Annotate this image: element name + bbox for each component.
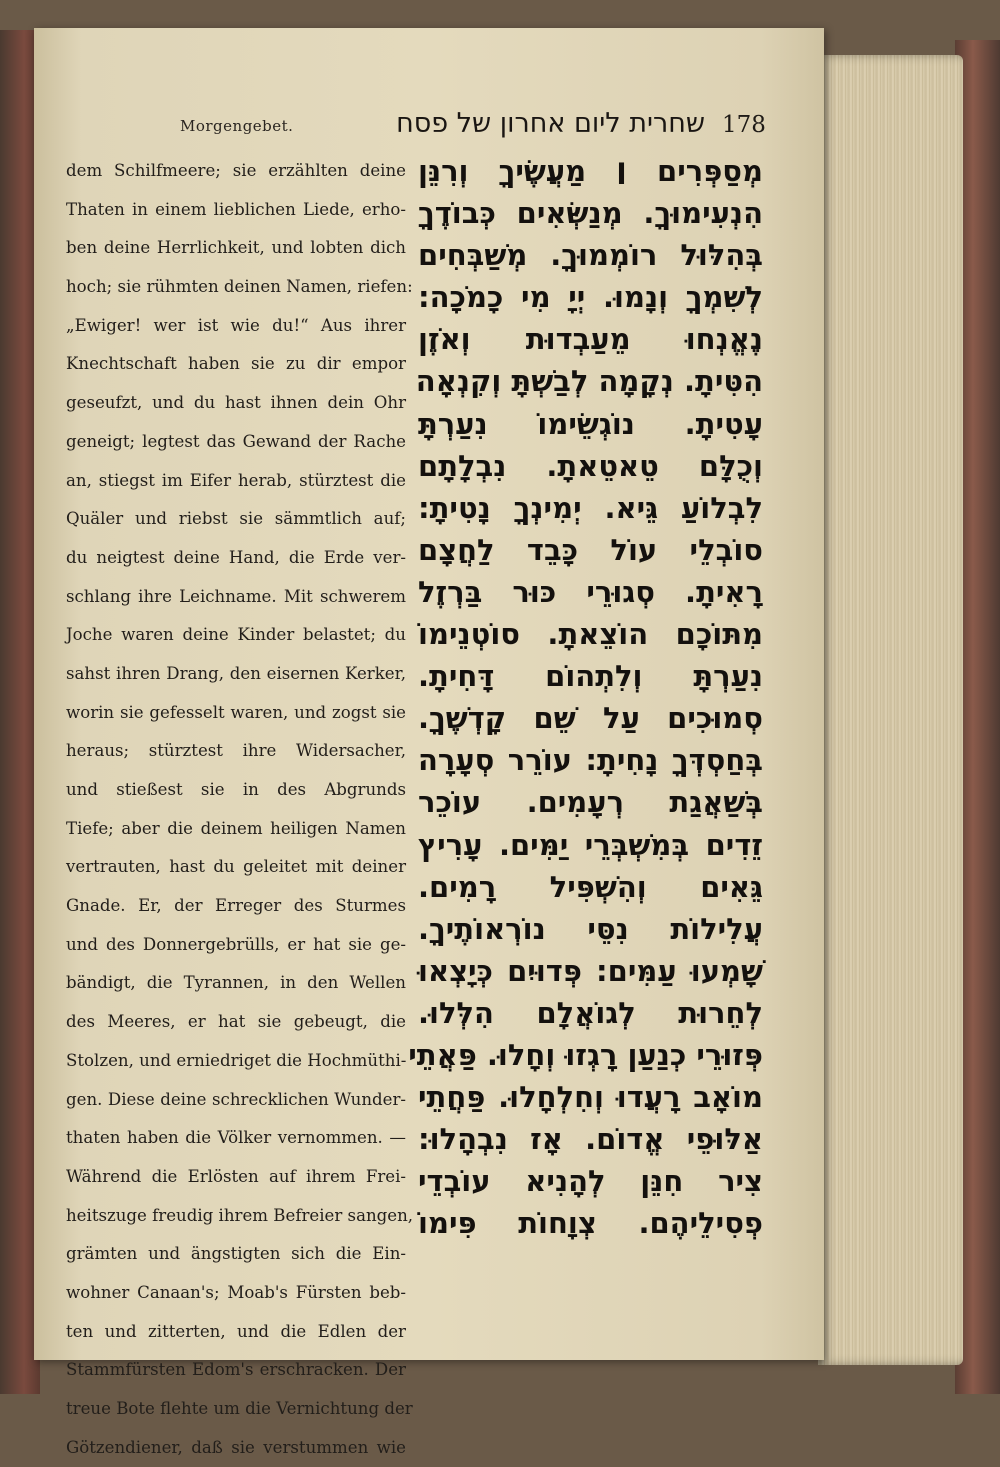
german-line: Stolzen, und erniedriget die Hochmüthi-	[66, 1050, 407, 1070]
hebrew-line: גֵּאִים וְהִשְׁפִּיל רָמִים.	[418, 869, 763, 904]
page-number: 178	[722, 112, 766, 138]
german-line: schlang ihre Leichname. Mit schwerem	[66, 586, 406, 606]
german-line: Während die Erlösten auf ihrem Frei-	[66, 1166, 406, 1186]
hebrew-line: רָאִיתָ. סְגוּרֵי כּוּר בַּרְזֶל	[418, 574, 763, 609]
german-line: grämten und ängstigten sich die Ein-	[66, 1244, 406, 1264]
hebrew-line: נִעַרְתָּ וְלִתְהוֹם דָּחִיתָ.	[418, 659, 763, 694]
german-line: heitszuge freudig ihrem Befreier sangen,	[66, 1205, 414, 1225]
running-head-hebrew: שחרית ליום אחרון של פסח	[396, 108, 705, 139]
hebrew-line: הִטִּיתָ. נְקָמָה לְבַשְׁתָּ וְקִנְאָה	[415, 364, 763, 399]
german-line: vertrauten, hast du geleitet mit deiner	[66, 857, 406, 877]
running-head-german: Morgengebet.	[180, 117, 294, 135]
german-column	[66, 152, 414, 1467]
german-line: Tiefe; aber die deinem heiligen Namen	[66, 818, 406, 838]
hebrew-line: בְּהִלּוּל רוֹמְמוּךָ. מְשַׁבְּחִים	[418, 238, 763, 273]
german-line: ben deine Herrlichkeit, und lobten dich	[66, 238, 406, 258]
hebrew-line: עֲלִילוֹת נִסֵּי נוֹרְאוֹתֶיךָ.	[418, 911, 763, 946]
german-line: Joche waren deine Kinder belastet; du	[66, 625, 406, 645]
german-line: gen. Diese deine schrecklichen Wunder-	[66, 1089, 406, 1109]
hebrew-line: מוֹאָב רָעֲדוּ וְחִלְחָלוּ. פַּחֲתֵי	[418, 1080, 763, 1115]
german-line: Götzendiener, daß sie verstummen wie	[66, 1437, 406, 1457]
german-line: des Meeres, er hat sie gebeugt, die	[66, 1012, 406, 1032]
german-line: heraus; stürztest ihre Widersacher,	[66, 741, 406, 761]
german-line: ten und zitterten, und die Edlen der	[66, 1321, 406, 1341]
german-line: Quäler und riebst sie sämmtlich auf;	[66, 509, 406, 529]
hebrew-line: מִתּוֹכָם הוֹצֵאתָ. סוֹטְנֵימוֹ	[418, 617, 763, 652]
german-line: du neigtest deine Hand, die Erde ver-	[66, 547, 406, 567]
german-line: und stießest sie in des Abgrunds	[66, 780, 406, 799]
german-line: geneigt; legtest das Gewand der Rache	[66, 431, 406, 451]
hebrew-line: וְכֻלָּם טֵאטֵאתָ. נִבְלָתָם	[418, 448, 763, 483]
german-line: bändigt, die Tyrannen, in den Wellen	[66, 973, 406, 993]
german-line: Knechtschaft haben sie zu dir empor	[66, 354, 406, 374]
hebrew-line: סוֹבְלֵי עוֹל כָּבֵד לַחֲצָם	[418, 532, 763, 567]
german-line: thaten haben die Völker vernommen. —	[66, 1128, 406, 1148]
hebrew-line: לִבְלוֹעַ גֵּיא. יְמִינְךָ נָטִיתָ:	[418, 490, 763, 525]
hebrew-column	[408, 150, 763, 1244]
hebrew-line: נֶאֱנְחוּ מֵעַבְדוּת וְאֹזֶן	[418, 322, 763, 357]
german-line: und des Donnergebrülls, er hat sie ge-	[66, 934, 406, 954]
german-line: Gnade. Er, der Erreger des Sturmes	[66, 896, 406, 916]
hebrew-line: אַלּוּפֵי אֱדוֹם. אָז נִבְהָלוּ:	[418, 1122, 763, 1157]
german-line: wohner Canaan's; Moab's Fürsten beb-	[66, 1282, 406, 1302]
hebrew-line: מְסַפְּרִים ׀ מַעֲשֶׂיךָ וְרִנֵּן	[418, 154, 763, 188]
hebrew-line: לְחֵרוּת לְגוֹאֲלָם הִלְּלוּ.	[418, 995, 763, 1030]
german-line: sahst ihren Drang, den eisernen Kerker,	[66, 663, 406, 683]
page-edges	[818, 55, 963, 1365]
german-line: worin sie gefesselt waren, und zogst sie	[66, 702, 406, 722]
hebrew-line: סְמוּכִים עַל שֵׁם קָדְשֶׁךָ.	[418, 701, 763, 736]
hebrew-line: זֵדִים בְּמִשְׁבְּרֵי יַמִּים. עָרִיץ	[418, 827, 763, 862]
hebrew-line: פְסִילֵיהֶם. צְוָחוֹת פִּימוֹ	[418, 1206, 763, 1241]
hebrew-line: בְּחַסְדְּךָ נָחִיתָ: עוֹרֵר סְעָרָה	[418, 743, 763, 778]
hebrew-line: בְּשַׁאֲגַת רְעָמִים. עוֹכֵר	[418, 785, 763, 820]
german-line: treue Bote flehte um die Vernichtung der	[66, 1399, 413, 1418]
hebrew-line: הִנְעִימוּךָ. מְנַשְּׂאִים כְּבוֹדֶךָ	[418, 196, 763, 231]
german-line: an, stiegst im Eifer herab, stürztest die	[66, 470, 406, 490]
hebrew-line: צִיר חִנֵּן לְהָנִיא עוֹבְדֵי	[418, 1164, 763, 1199]
hebrew-line: לְשִׁמְךָ וְנָמוּ. יְיָ מִי כָמֹכָה:	[418, 280, 763, 315]
german-line: hoch; sie rühmten deinen Namen, riefen:	[66, 277, 413, 297]
german-line: dem Schilfmeere; sie erzählten deine	[66, 161, 406, 180]
hebrew-line: פְּזוּרֵי כְנַעַן רָגְזוּ וְחָלוּ. פַּאֲתֵי	[408, 1037, 763, 1072]
german-line: Stammfürsten Edom's erschracken. Der	[66, 1360, 406, 1380]
hebrew-line: שָׁמְעוּ עַמִּים: פְּדוּיִם כְּיָצְאוּ	[418, 953, 763, 988]
german-line: Thaten in einem lieblichen Liede, erho-	[66, 199, 406, 219]
hebrew-line: עָטִיתָ. נוֹגְשֵׂימוֹ נִעַרְתָּ	[418, 406, 763, 441]
german-line: „Ewiger! wer ist wie du!“ Aus ihrer	[66, 315, 406, 335]
german-line: geseufzt, und du hast ihnen dein Ohr	[66, 393, 406, 413]
